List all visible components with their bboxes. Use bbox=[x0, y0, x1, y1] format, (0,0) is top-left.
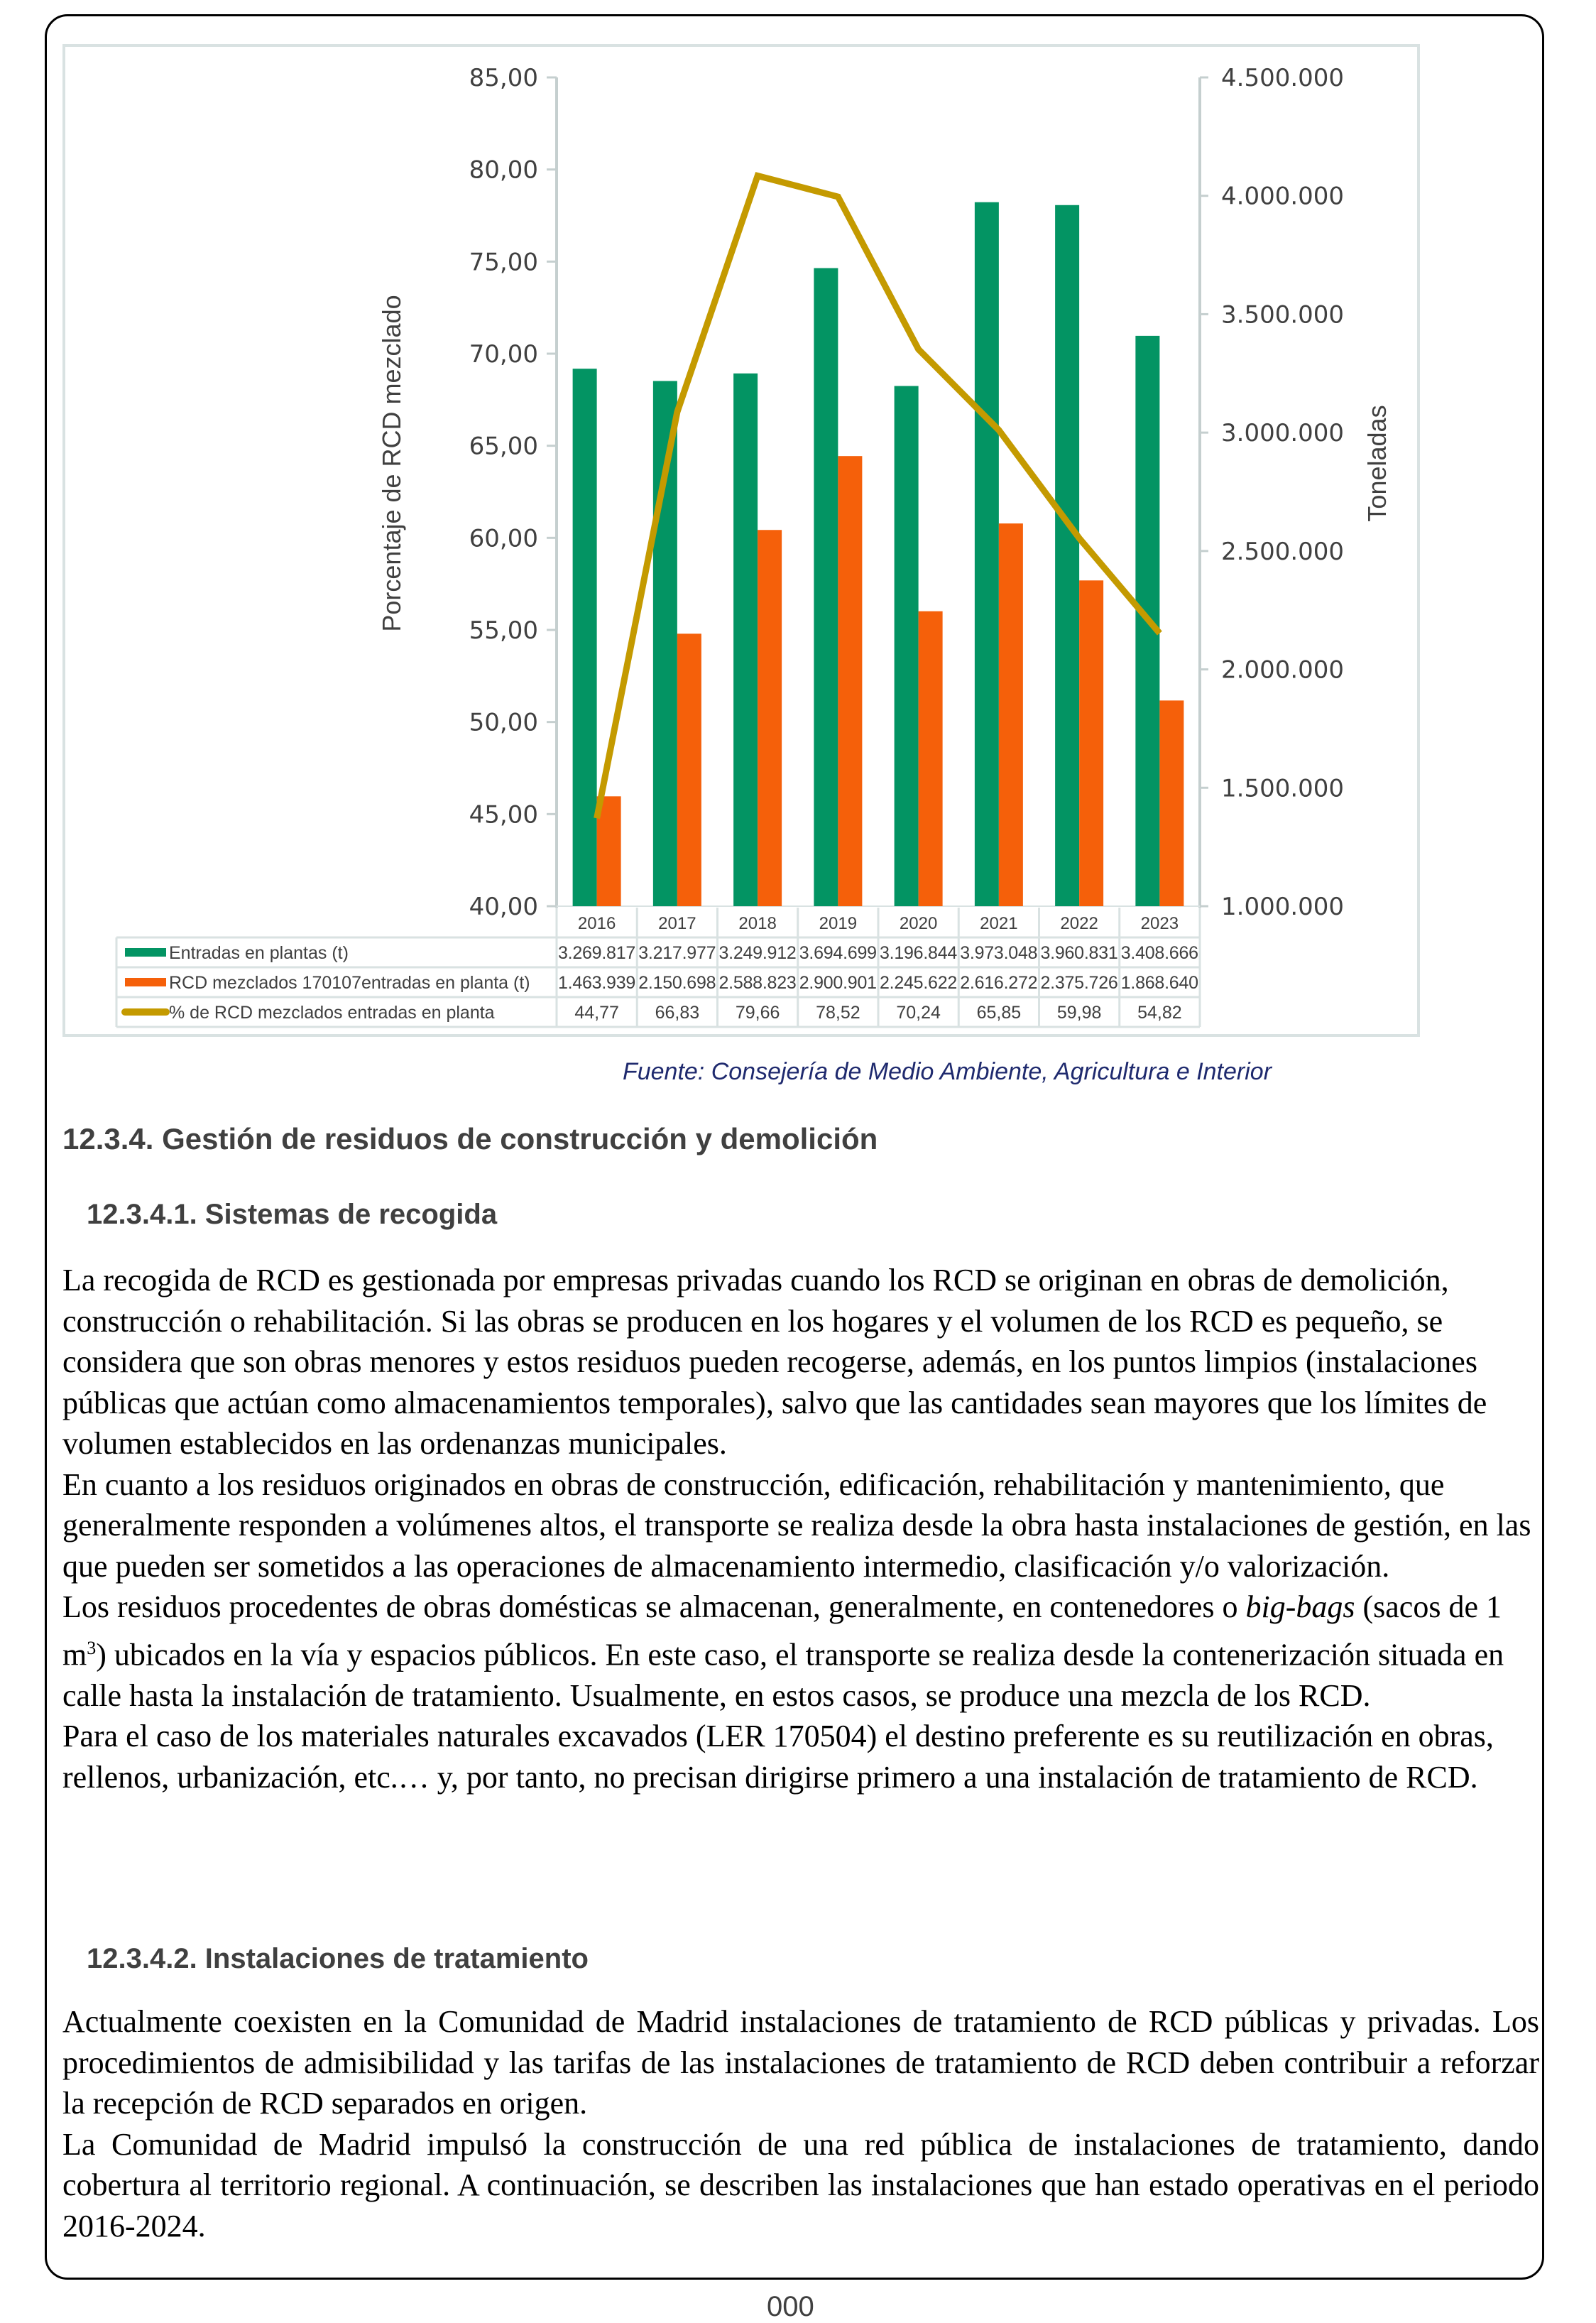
page-number: 000 bbox=[767, 2291, 814, 2323]
data-table-cell: 2.150.698 bbox=[638, 973, 716, 993]
left-axis-tick-label: 80,00 bbox=[469, 156, 538, 185]
legend-swatch bbox=[125, 978, 166, 986]
right-axis-tick-label: 2.500.000 bbox=[1221, 538, 1344, 566]
paragraph bbox=[62, 1587, 1539, 1716]
data-table-cell: 78,52 bbox=[816, 1003, 860, 1023]
left-axis-tick-label: 65,00 bbox=[469, 432, 538, 461]
italic-term: big-bags bbox=[1245, 1589, 1355, 1624]
x-axis-category-label: 2018 bbox=[738, 914, 776, 933]
text: (sacos de 1 m bbox=[62, 1589, 1502, 1672]
subsection-heading-recogida: 12.3.4.1. Sistemas de recogida bbox=[87, 1199, 497, 1231]
paragraph: Actualmente coexisten en la Comunidad de Madrid instalaciones de tratamiento de RCD públicas y privadas. Los procedimientos de admisibilidad y las tarifas de las instalaciones de tratamiento de RCD deben contribuir a reforzar la recepción de RCD separados en origen. bbox=[62, 2001, 1539, 2124]
left-axis-title: Porcentaje de RCD mezclado bbox=[377, 295, 406, 631]
data-table-cell: 2.616.272 bbox=[960, 973, 1037, 993]
text: ) ubicados en la vía y espacios públicos. En este caso, el transporte se realiza desde la contenerización situada en calle hasta la instalación de tratamiento. Usualmente, en estos casos, se produce una mezcla de los RCD. bbox=[62, 1637, 1504, 1713]
bar-entradas-en-plantas bbox=[733, 374, 758, 906]
legend-label: Entradas en plantas (t) bbox=[169, 943, 349, 963]
data-table-cell: 65,85 bbox=[977, 1003, 1022, 1023]
data-table-cell: 59,98 bbox=[1057, 1003, 1102, 1023]
bar-rcd-mezclados bbox=[1079, 580, 1103, 906]
data-table-cell: 2.245.622 bbox=[880, 973, 957, 993]
section-heading: 12.3.4. Gestión de residuos de construcción y demolición bbox=[62, 1122, 878, 1156]
data-table-cell: 70,24 bbox=[896, 1003, 941, 1023]
left-axis-tick-label: 85,00 bbox=[469, 64, 538, 92]
right-axis-tick-label: 2.000.000 bbox=[1221, 656, 1344, 685]
legend-swatch bbox=[125, 948, 166, 957]
data-table-cell: 3.217.977 bbox=[638, 943, 716, 963]
right-axis-tick-label: 1.000.000 bbox=[1221, 893, 1344, 921]
legend-label: % de RCD mezclados entradas en planta bbox=[169, 1003, 495, 1023]
left-axis-tick-label: 45,00 bbox=[469, 800, 538, 829]
right-axis-tick-label: 1.500.000 bbox=[1221, 774, 1344, 803]
paragraph: En cuanto a los residuos originados en obras de construcción, edificación, rehabilitación y mantenimiento, que generalmente responden a volúmenes altos, el transporte se realiza desde la obra hasta instalaciones de gestión, en las que pueden ser sometidos a las operaciones de almacenamiento intermedio, clasificación y/o valorización. bbox=[62, 1464, 1539, 1587]
chart-source-caption: Fuente: Consejería de Medio Ambiente, Agricultura e Interior bbox=[0, 1058, 1596, 1086]
data-table-cell: 66,83 bbox=[655, 1003, 700, 1023]
data-table-cell: 3.408.666 bbox=[1121, 943, 1198, 963]
data-table-cell: 2.588.823 bbox=[719, 973, 797, 993]
bar-entradas-en-plantas bbox=[975, 202, 999, 906]
right-axis-tick-label: 4.500.000 bbox=[1221, 64, 1344, 92]
chart-container bbox=[62, 44, 1420, 1037]
bar-rcd-mezclados bbox=[838, 456, 862, 906]
bar-rcd-mezclados bbox=[758, 530, 782, 906]
x-axis-category-label: 2016 bbox=[578, 914, 616, 933]
bar-entradas-en-plantas bbox=[1055, 205, 1079, 906]
data-table-cell: 79,66 bbox=[736, 1003, 780, 1023]
x-axis-category-label: 2022 bbox=[1060, 914, 1098, 933]
left-axis-tick-label: 60,00 bbox=[469, 524, 538, 553]
x-axis-category-label: 2023 bbox=[1141, 914, 1179, 933]
right-axis-tick-label: 3.000.000 bbox=[1221, 419, 1344, 447]
left-axis-tick-label: 40,00 bbox=[469, 893, 538, 921]
bar-rcd-mezclados bbox=[919, 611, 943, 906]
x-axis-category-label: 2019 bbox=[819, 914, 857, 933]
bar-rcd-mezclados bbox=[1159, 700, 1184, 906]
right-axis-title: Toneladas bbox=[1362, 405, 1392, 521]
paragraph: La Comunidad de Madrid impulsó la construcción de una red pública de instalaciones de tratamiento, dando cobertura al territorio regional. A continuación, se describen las instalaciones que han estado operativas en el periodo 2016-2024. bbox=[62, 2124, 1539, 2247]
left-axis-tick-label: 70,00 bbox=[469, 340, 538, 369]
data-table-cell: 2.900.901 bbox=[799, 973, 877, 993]
bar-entradas-en-plantas bbox=[895, 386, 919, 906]
data-table-cell: 3.249.912 bbox=[719, 943, 797, 963]
data-table-cell: 3.196.844 bbox=[880, 943, 957, 963]
data-table-cell: 3.973.048 bbox=[960, 943, 1037, 963]
paragraph: Para el caso de los materiales naturales excavados (LER 170504) el destino preferente es su reutilización en obras, rellenos, urbanización, etc.… y, por tanto, no precisan dirigirse primero a una instalación de tratamiento de RCD. bbox=[62, 1716, 1539, 1797]
combo-chart bbox=[65, 47, 1417, 1034]
bar-rcd-mezclados bbox=[999, 523, 1023, 906]
data-table-cell: 3.960.831 bbox=[1041, 943, 1118, 963]
subsection-instalaciones-body bbox=[62, 2001, 1539, 2246]
bar-entradas-en-plantas bbox=[573, 369, 597, 906]
data-table-cell: 44,77 bbox=[574, 1003, 619, 1023]
left-axis-tick-label: 50,00 bbox=[469, 709, 538, 737]
data-table-cell: 1.463.939 bbox=[558, 973, 635, 993]
x-axis-category-label: 2021 bbox=[980, 914, 1017, 933]
superscript: 3 bbox=[87, 1638, 96, 1658]
data-table-cell: 3.269.817 bbox=[558, 943, 635, 963]
right-axis-tick-label: 3.500.000 bbox=[1221, 300, 1344, 329]
bar-rcd-mezclados bbox=[677, 633, 701, 906]
left-axis-tick-label: 55,00 bbox=[469, 616, 538, 645]
x-axis-category-label: 2020 bbox=[900, 914, 937, 933]
data-table-cell: 1.868.640 bbox=[1121, 973, 1198, 993]
right-axis-tick-label: 4.000.000 bbox=[1221, 183, 1344, 211]
left-axis-tick-label: 75,00 bbox=[469, 248, 538, 276]
data-table-cell: 54,82 bbox=[1137, 1003, 1182, 1023]
legend-label: RCD mezclados 170107entradas en planta (t) bbox=[169, 973, 530, 993]
data-table-cell: 2.375.726 bbox=[1041, 973, 1118, 993]
bar-entradas-en-plantas bbox=[814, 268, 838, 906]
data-table-cell: 3.694.699 bbox=[799, 943, 877, 963]
paragraph: La recogida de RCD es gestionada por empresas privadas cuando los RCD se originan en obras de demolición, construcción o rehabilitación. Si las obras se producen en los hogares y el volumen de los RCD es pequeño, se considera que son obras menores y estos residuos pueden recogerse, además, en los puntos limpios (instalaciones públicas que actúan como almacenamientos temporales), salvo que las cantidades sean mayores que los límites de volumen establecidos en las ordenanzas municipales. bbox=[62, 1260, 1539, 1464]
x-axis-category-label: 2017 bbox=[658, 914, 696, 933]
subsection-heading-instalaciones: 12.3.4.2. Instalaciones de tratamiento bbox=[87, 1943, 589, 1975]
subsection-recogida-body bbox=[62, 1260, 1539, 1797]
text: Los residuos procedentes de obras domésticas se almacenan, generalmente, en contenedores o bbox=[62, 1589, 1245, 1624]
